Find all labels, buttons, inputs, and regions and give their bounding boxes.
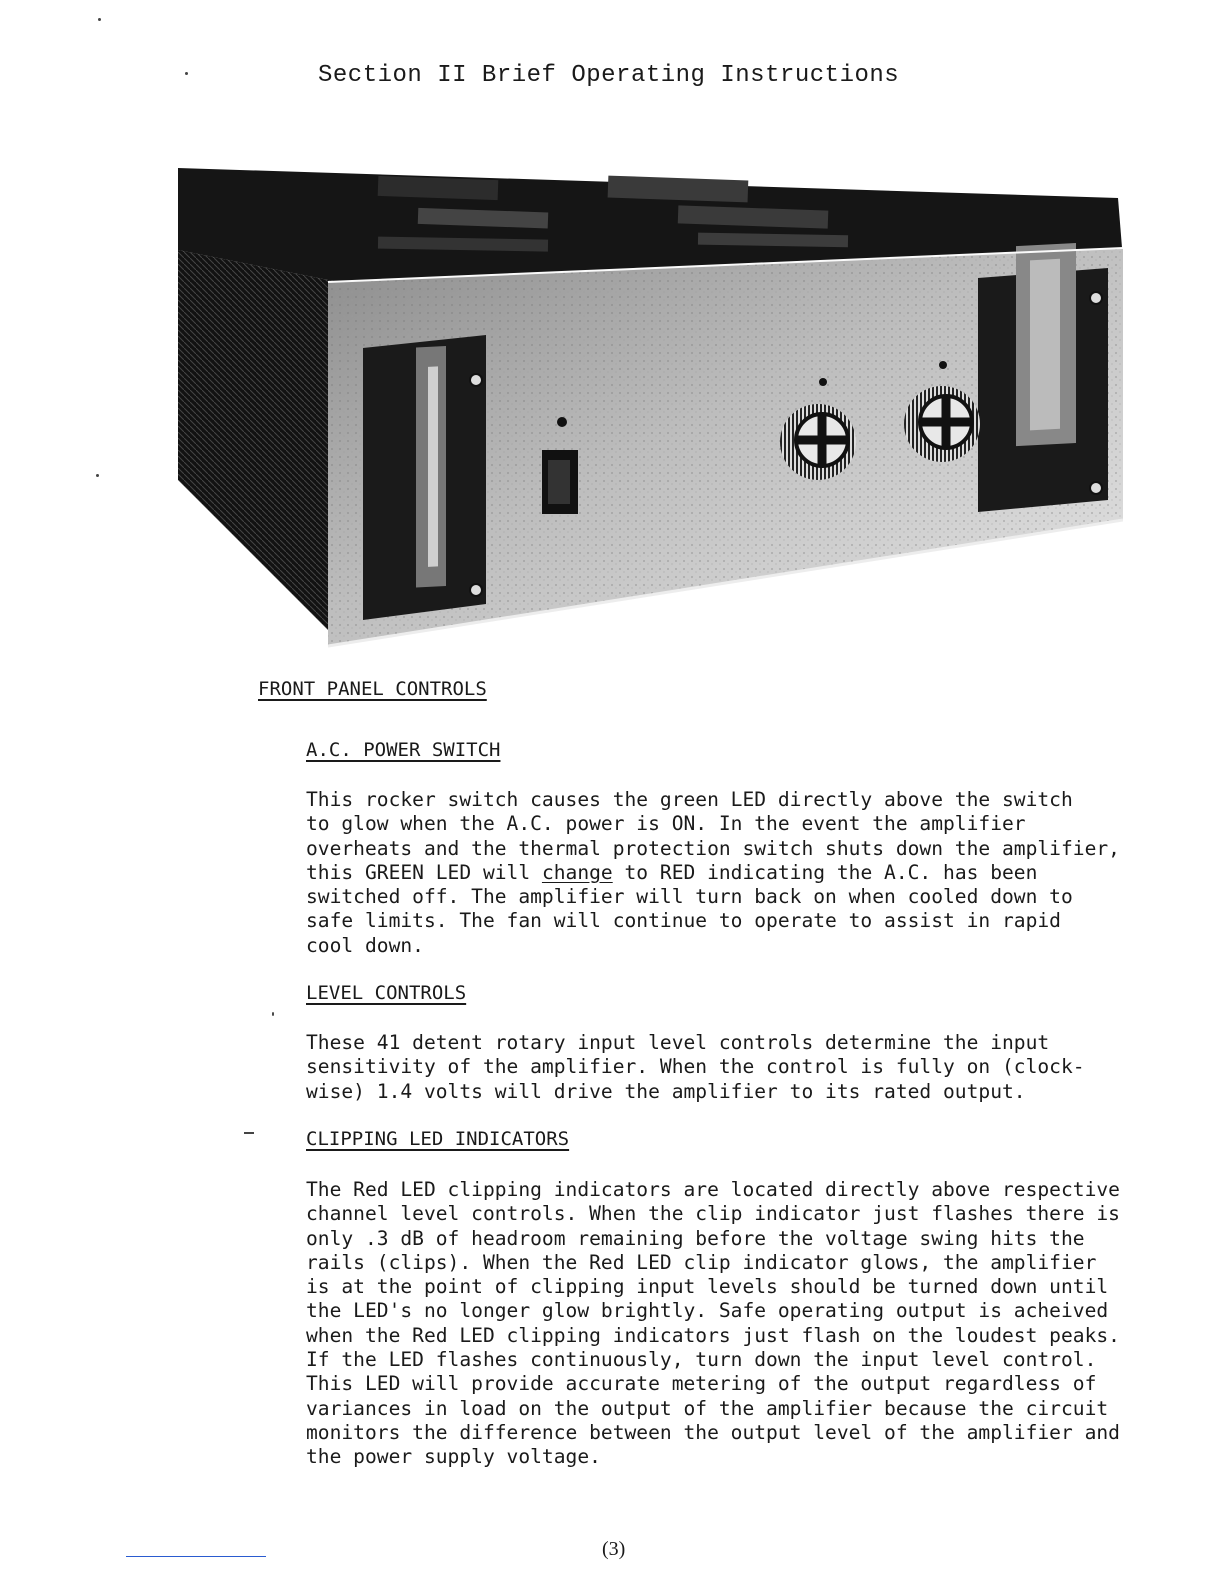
ac-power-switch-heading: A.C. POWER SWITCH xyxy=(306,739,501,761)
text-line: when the Red LED clipping indicators just flash on the loudest peaks. xyxy=(306,1323,1120,1347)
level-controls-heading: LEVEL CONTROLS xyxy=(306,982,467,1004)
text-line: the LED's no longer glow brightly. Safe operating output is acheived xyxy=(306,1299,1109,1323)
front-panel-controls-heading: FRONT PANEL CONTROLS xyxy=(258,678,487,700)
text-line: This rocker switch causes the green LED directly above the switch xyxy=(306,788,1073,811)
footer-rule xyxy=(126,1556,266,1557)
underlined-word: change xyxy=(541,860,613,884)
ac-power-switch-paragraph xyxy=(306,788,1156,958)
text-line: overheats and the thermal protection switch shuts down the amplifier, xyxy=(306,836,1120,860)
text-line: to glow when the A.C. power is ON. In the event the amplifier xyxy=(306,812,1026,836)
text-line: If the LED flashes continuously, turn down the input level control. xyxy=(306,1348,1097,1372)
text-line: channel level controls. When the clip indicator just flashes there is xyxy=(306,1202,1120,1226)
scan-speck xyxy=(244,1132,254,1134)
text-line: switched off. The amplifier will turn back on when cooled down to xyxy=(306,885,1073,909)
text-line: These 41 detent rotary input level controls determine the input xyxy=(306,1031,1050,1054)
text-line: only .3 dB of headroom remaining before the voltage swing hits the xyxy=(306,1226,1085,1250)
text-line: rails (clips). When the Red LED clip indicator glows, the amplifier xyxy=(306,1250,1097,1274)
text-line-part: to RED indicating the A.C. has been xyxy=(612,860,1038,884)
clipping-led-indicators-heading: CLIPPING LED INDICATORS xyxy=(306,1128,570,1150)
scan-speck xyxy=(272,1012,274,1016)
text-line: the power supply voltage. xyxy=(306,1445,601,1469)
scan-speck xyxy=(185,72,188,75)
text-line-part: this GREEN LED will xyxy=(306,860,542,884)
text-line: variances in load on the output of the amplifier because the circuit xyxy=(306,1396,1109,1420)
text-line: monitors the difference between the output level of the amplifier and xyxy=(306,1420,1120,1444)
scan-speck xyxy=(98,18,101,21)
text-line: is at the point of clipping input levels should be turned down until xyxy=(306,1275,1109,1299)
text-line: sensitivity of the amplifier. When the control is fully on (clock- xyxy=(306,1055,1085,1079)
page-title: Section II Brief Operating Instructions xyxy=(318,62,900,89)
level-controls-paragraph xyxy=(306,1031,1156,1104)
text-line: cool down. xyxy=(306,933,424,957)
scan-speck xyxy=(96,474,99,477)
amplifier-photo xyxy=(178,150,1123,650)
text-line: wise) 1.4 volts will drive the amplifier to its rated output. xyxy=(306,1079,1026,1103)
text-line: This LED will provide accurate metering of the output regardless of xyxy=(306,1372,1097,1396)
clipping-led-paragraph xyxy=(306,1178,1156,1470)
text-line: The Red LED clipping indicators are located directly above respective xyxy=(306,1178,1120,1201)
page-number: (3) xyxy=(602,1538,626,1560)
text-line: safe limits. The fan will continue to operate to assist in rapid xyxy=(306,909,1061,933)
